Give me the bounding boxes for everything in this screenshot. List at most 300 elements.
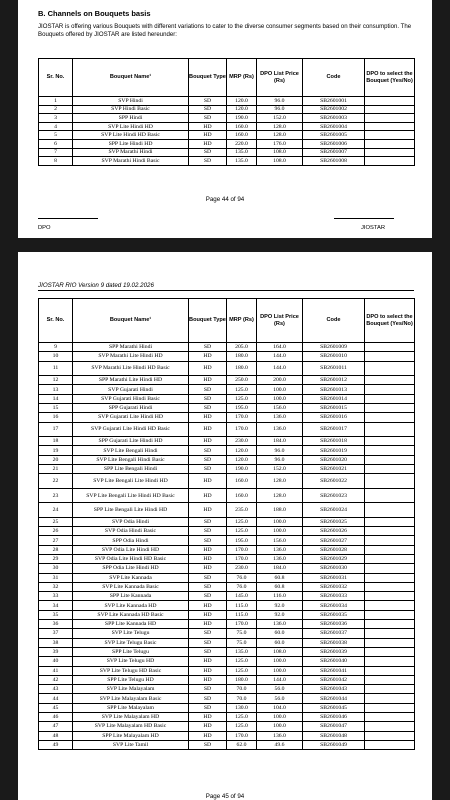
table-row [39, 122, 415, 131]
sr-no-cell: 19 [39, 446, 73, 455]
bouquet-name-cell: SPP Marathi Hindi [73, 343, 189, 352]
bouquet-type-cell: HD [189, 722, 227, 731]
mrp-cell: 120.0 [227, 455, 257, 464]
bouquet-name-cell: SVP Lite Malayalam HD Basic [73, 722, 189, 731]
dpo-price-cell: 60.8 [257, 573, 303, 582]
table-row [39, 731, 415, 740]
mrp-cell: 70.0 [227, 694, 257, 703]
table-row [39, 517, 415, 526]
bouquet-type-cell: SD [189, 394, 227, 403]
code-cell: SB2601044 [303, 694, 365, 703]
mrp-cell: 190.0 [227, 114, 257, 123]
code-cell: SB2601040 [303, 657, 365, 666]
bouquet-type-cell: HD [189, 352, 227, 361]
signature-line-jiostar [334, 218, 394, 219]
code-cell: SB2601002 [303, 105, 365, 114]
table-row [39, 629, 415, 638]
bouquet-name-cell: SVP Lite Malayalam HD [73, 713, 189, 722]
sr-no-cell: 42 [39, 675, 73, 684]
table-row [39, 376, 415, 385]
code-cell: SB2601036 [303, 620, 365, 629]
column-header: Bouquet Type [189, 59, 227, 97]
bouquet-name-cell: SVP Odia Lite Hindi HD Basic [73, 554, 189, 563]
dpo-select-cell [365, 685, 415, 694]
code-cell: SB2601015 [303, 403, 365, 412]
mrp-cell: 130.0 [227, 703, 257, 712]
dpo-select-cell [365, 114, 415, 123]
bouquet-name-cell: SPP Lite Kannada [73, 592, 189, 601]
sr-no-cell: 14 [39, 394, 73, 403]
sr-no-cell: 30 [39, 564, 73, 573]
sr-no-cell: 29 [39, 554, 73, 563]
bouquet-type-cell: HD [189, 503, 227, 518]
mrp-cell: 180.0 [227, 352, 257, 361]
mrp-cell: 120.0 [227, 97, 257, 106]
table-row [39, 527, 415, 536]
dpo-price-cell: 152.0 [257, 114, 303, 123]
sr-no-cell: 5 [39, 131, 73, 140]
table-row [39, 620, 415, 629]
bouquet-name-cell: SPP Odia Lite Hindi HD [73, 564, 189, 573]
bouquet-name-cell: SPP Lite Telugu HD [73, 675, 189, 684]
bouquet-name-cell: SPP Lite Hindi HD [73, 139, 189, 148]
bouquet-type-cell: SD [189, 455, 227, 464]
bouquet-name-cell: SPP Gujarati Lite Hindi HD [73, 437, 189, 446]
dpo-price-cell: 128.0 [257, 474, 303, 489]
bouquet-name-cell: SPP Lite Malayalam [73, 703, 189, 712]
column-header: MRP (Rs) [227, 299, 257, 343]
dpo-price-cell: 108.0 [257, 157, 303, 166]
dpo-select-cell [365, 139, 415, 148]
sr-no-cell: 36 [39, 620, 73, 629]
dpo-select-cell [365, 352, 415, 361]
dpo-select-cell [365, 422, 415, 437]
bouquet-name-cell: SVP Lite Bengali Hindi Basic [73, 455, 189, 464]
document-header: JIOSTAR RIO Version 9 dated 19.02.2026 [38, 282, 154, 289]
table-row [39, 343, 415, 352]
dpo-select-cell [365, 517, 415, 526]
mrp-cell: 62.0 [227, 740, 257, 749]
table-row [39, 413, 415, 422]
bouquet-type-cell: SD [189, 446, 227, 455]
table-row [39, 685, 415, 694]
table-row [39, 352, 415, 361]
document-page-45 [18, 252, 432, 800]
dpo-price-cell: 184.0 [257, 437, 303, 446]
code-cell: SB2601025 [303, 517, 365, 526]
mrp-cell: 125.0 [227, 657, 257, 666]
table-row [39, 437, 415, 446]
column-header: Sr. No. [39, 299, 73, 343]
sr-no-cell: 39 [39, 647, 73, 656]
mrp-cell: 190.0 [227, 464, 257, 473]
dpo-select-cell [365, 122, 415, 131]
bouquet-type-cell: SD [189, 517, 227, 526]
dpo-price-cell: 100.0 [257, 666, 303, 675]
bouquet-name-cell: SVP Lite Telugu [73, 629, 189, 638]
mrp-cell: 195.0 [227, 403, 257, 412]
bouquet-type-cell: SD [189, 114, 227, 123]
bouquet-name-cell: SPP Hindi [73, 114, 189, 123]
dpo-select-cell [365, 148, 415, 157]
signature-line-dpo [38, 218, 98, 219]
bouquet-name-cell: SVP Lite Bengali Hindi [73, 446, 189, 455]
dpo-price-cell: 100.0 [257, 722, 303, 731]
code-cell: SB2601032 [303, 582, 365, 591]
code-cell: SB2601011 [303, 361, 365, 376]
dpo-price-cell: 108.0 [257, 148, 303, 157]
bouquet-name-cell: SVP Lite Kannada [73, 573, 189, 582]
code-cell: SB2601039 [303, 647, 365, 656]
table-row [39, 647, 415, 656]
dpo-price-cell: 156.0 [257, 403, 303, 412]
mrp-cell: 125.0 [227, 385, 257, 394]
bouquet-type-cell: SD [189, 385, 227, 394]
bouquet-name-cell: SVP Lite Telugu HD Basic [73, 666, 189, 675]
bouquet-name-cell: SVP Gujarati Lite Hindi HD [73, 413, 189, 422]
table-row [39, 139, 415, 148]
dpo-price-cell: 96.0 [257, 455, 303, 464]
dpo-price-cell: 92.0 [257, 610, 303, 619]
table-row [39, 740, 415, 749]
dpo-price-cell: 152.0 [257, 464, 303, 473]
table-row [39, 713, 415, 722]
bouquet-name-cell: SVP Lite Kannada HD Basic [73, 610, 189, 619]
column-header: DPO List Price (Rs) [257, 59, 303, 97]
code-cell: SB2601023 [303, 488, 365, 503]
dpo-price-cell: 108.0 [257, 647, 303, 656]
dpo-select-cell [365, 343, 415, 352]
signature-label-dpo: DPO [38, 225, 51, 231]
sr-no-cell: 16 [39, 413, 73, 422]
table-row [39, 474, 415, 489]
mrp-cell: 70.0 [227, 685, 257, 694]
bouquet-name-cell: SVP Odia Hindi Basic [73, 527, 189, 536]
dpo-select-cell [365, 376, 415, 385]
table-row [39, 694, 415, 703]
dpo-select-cell [365, 657, 415, 666]
mrp-cell: 115.0 [227, 601, 257, 610]
bouquet-table-continued [38, 298, 415, 750]
bouquet-type-cell: HD [189, 376, 227, 385]
bouquet-type-cell: HD [189, 422, 227, 437]
code-cell: SB2601033 [303, 592, 365, 601]
column-header: DPO List Price (Rs) [257, 299, 303, 343]
bouquet-type-cell: HD [189, 601, 227, 610]
table-row [39, 545, 415, 554]
sr-no-cell: 3 [39, 114, 73, 123]
bouquet-name-cell: SVP Hindi [73, 97, 189, 106]
mrp-cell: 160.0 [227, 488, 257, 503]
sr-no-cell: 23 [39, 488, 73, 503]
bouquet-type-cell: SD [189, 703, 227, 712]
bouquet-type-cell: HD [189, 675, 227, 684]
section-title: B. Channels on Bouquets basis [38, 9, 151, 18]
table-row [39, 455, 415, 464]
bouquet-name-cell: SVP Odia Lite Hindi HD [73, 545, 189, 554]
mrp-cell: 145.0 [227, 592, 257, 601]
mrp-cell: 230.0 [227, 564, 257, 573]
dpo-select-cell [365, 403, 415, 412]
bouquet-name-cell: SVP Odia Hindi [73, 517, 189, 526]
dpo-price-cell: 128.0 [257, 122, 303, 131]
document-page-44 [18, 0, 432, 238]
dpo-select-cell [365, 545, 415, 554]
code-cell: SB2601043 [303, 685, 365, 694]
table-row [39, 488, 415, 503]
sr-no-cell: 6 [39, 139, 73, 148]
code-cell: SB2601049 [303, 740, 365, 749]
dpo-select-cell [365, 385, 415, 394]
page-number: Page 45 of 94 [205, 793, 245, 800]
dpo-select-cell [365, 536, 415, 545]
sr-no-cell: 22 [39, 474, 73, 489]
bouquet-name-cell: SPP Lite Bengali Lite Hindi HD [73, 503, 189, 518]
bouquet-name-cell: SVP Marathi Hindi [73, 148, 189, 157]
sr-no-cell: 28 [39, 545, 73, 554]
column-header: Sr. No. [39, 59, 73, 97]
mrp-cell: 76.0 [227, 573, 257, 582]
dpo-select-cell [365, 361, 415, 376]
bouquet-name-cell: SVP Marathi Hindi Basic [73, 157, 189, 166]
dpo-price-cell: 60.0 [257, 638, 303, 647]
dpo-select-cell [365, 554, 415, 563]
code-cell: SB2601014 [303, 394, 365, 403]
mrp-cell: 160.0 [227, 474, 257, 489]
code-cell: SB2601027 [303, 536, 365, 545]
bouquet-type-cell: SD [189, 536, 227, 545]
bouquet-type-cell: HD [189, 620, 227, 629]
mrp-cell: 170.0 [227, 545, 257, 554]
table-row [39, 114, 415, 123]
table-row [39, 592, 415, 601]
intro-paragraph: JIOSTAR is offering various Bouquets with different variations to cater to the diverse consumer segments based on their consumption. The Bouquets offered by JIOSTAR are listed hereunder: [38, 23, 412, 38]
bouquet-type-cell: HD [189, 666, 227, 675]
sr-no-cell: 12 [39, 376, 73, 385]
dpo-price-cell: 128.0 [257, 488, 303, 503]
code-cell: SB2601004 [303, 122, 365, 131]
sr-no-cell: 10 [39, 352, 73, 361]
column-header: Code [303, 299, 365, 343]
bouquet-type-cell: SD [189, 573, 227, 582]
dpo-select-cell [365, 131, 415, 140]
dpo-price-cell: 184.0 [257, 564, 303, 573]
sr-no-cell: 27 [39, 536, 73, 545]
code-cell: SB2601001 [303, 97, 365, 106]
code-cell: SB2601019 [303, 446, 365, 455]
mrp-cell: 160.0 [227, 131, 257, 140]
dpo-price-cell: 136.0 [257, 554, 303, 563]
bouquet-type-cell: SD [189, 157, 227, 166]
bouquet-type-cell: HD [189, 554, 227, 563]
sr-no-cell: 33 [39, 592, 73, 601]
bouquet-name-cell: SPP Lite Malayalam HD [73, 731, 189, 740]
dpo-price-cell: 116.0 [257, 592, 303, 601]
mrp-cell: 125.0 [227, 517, 257, 526]
sr-no-cell: 11 [39, 361, 73, 376]
sr-no-cell: 20 [39, 455, 73, 464]
table-row [39, 638, 415, 647]
dpo-select-cell [365, 105, 415, 114]
dpo-price-cell: 200.0 [257, 376, 303, 385]
code-cell: SB2601046 [303, 713, 365, 722]
table-row [39, 394, 415, 403]
table-row [39, 657, 415, 666]
dpo-price-cell: 56.0 [257, 685, 303, 694]
sr-no-cell: 13 [39, 385, 73, 394]
mrp-cell: 170.0 [227, 413, 257, 422]
code-cell: SB2601042 [303, 675, 365, 684]
code-cell: SB2601026 [303, 527, 365, 536]
mrp-cell: 250.0 [227, 376, 257, 385]
sr-no-cell: 45 [39, 703, 73, 712]
dpo-price-cell: 136.0 [257, 620, 303, 629]
bouquet-name-cell: SVP Marathi Lite Hindi HD [73, 352, 189, 361]
code-cell: SB2601012 [303, 376, 365, 385]
mrp-cell: 76.0 [227, 582, 257, 591]
bouquet-type-cell: HD [189, 488, 227, 503]
dpo-select-cell [365, 97, 415, 106]
page-number: Page 44 of 94 [205, 196, 245, 203]
bouquet-type-cell: SD [189, 148, 227, 157]
table-row [39, 601, 415, 610]
bouquet-type-cell: HD [189, 437, 227, 446]
dpo-select-cell [365, 527, 415, 536]
code-cell: SB2601041 [303, 666, 365, 675]
code-cell: SB2601005 [303, 131, 365, 140]
dpo-select-cell [365, 564, 415, 573]
bouquet-type-cell: HD [189, 713, 227, 722]
dpo-price-cell: 136.0 [257, 413, 303, 422]
dpo-price-cell: 49.6 [257, 740, 303, 749]
dpo-price-cell: 136.0 [257, 731, 303, 740]
table-row [39, 722, 415, 731]
column-header: MRP (Rs) [227, 59, 257, 97]
dpo-select-cell [365, 464, 415, 473]
code-cell: SB2601024 [303, 503, 365, 518]
code-cell: SB2601045 [303, 703, 365, 712]
table-row [39, 97, 415, 106]
mrp-cell: 170.0 [227, 422, 257, 437]
dpo-select-cell [365, 722, 415, 731]
code-cell: SB2601038 [303, 638, 365, 647]
dpo-price-cell: 188.0 [257, 503, 303, 518]
mrp-cell: 75.0 [227, 629, 257, 638]
bouquet-type-cell: SD [189, 629, 227, 638]
dpo-select-cell [365, 394, 415, 403]
dpo-select-cell [365, 446, 415, 455]
mrp-cell: 115.0 [227, 610, 257, 619]
bouquet-name-cell: SVP Lite Kannada Basic [73, 582, 189, 591]
code-cell: SB2601021 [303, 464, 365, 473]
bouquet-type-cell: HD [189, 361, 227, 376]
dpo-price-cell: 96.0 [257, 97, 303, 106]
dpo-price-cell: 100.0 [257, 385, 303, 394]
bouquet-type-cell: SD [189, 403, 227, 412]
code-cell: SB2601020 [303, 455, 365, 464]
sr-no-cell: 40 [39, 657, 73, 666]
mrp-cell: 180.0 [227, 675, 257, 684]
dpo-price-cell: 136.0 [257, 422, 303, 437]
code-cell: SB2601017 [303, 422, 365, 437]
sr-no-cell: 37 [39, 629, 73, 638]
bouquet-type-cell: SD [189, 343, 227, 352]
bouquet-name-cell: SVP Marathi Lite Hindi HD Basic [73, 361, 189, 376]
dpo-price-cell: 144.0 [257, 675, 303, 684]
dpo-select-cell [365, 592, 415, 601]
dpo-price-cell: 100.0 [257, 394, 303, 403]
dpo-price-cell: 100.0 [257, 527, 303, 536]
dpo-select-cell [365, 638, 415, 647]
column-header: Bouquet Name¹ [73, 59, 189, 97]
code-cell: SB2601006 [303, 139, 365, 148]
dpo-select-cell [365, 601, 415, 610]
dpo-select-cell [365, 675, 415, 684]
sr-no-cell: 41 [39, 666, 73, 675]
bouquet-name-cell: SVP Lite Bengali Lite Hindi HD [73, 474, 189, 489]
mrp-cell: 220.0 [227, 139, 257, 148]
sr-no-cell: 18 [39, 437, 73, 446]
table-row [39, 361, 415, 376]
mrp-cell: 120.0 [227, 446, 257, 455]
mrp-cell: 135.0 [227, 157, 257, 166]
sr-no-cell: 7 [39, 148, 73, 157]
bouquet-name-cell: SVP Lite Hindi HD [73, 122, 189, 131]
signature-label-jiostar: JIOSTAR [361, 225, 386, 231]
mrp-cell: 125.0 [227, 527, 257, 536]
column-header: DPO to select the Bouquet (Yes/No) [365, 59, 415, 97]
bouquet-name-cell: SVP Lite Malayalam Basic [73, 694, 189, 703]
dpo-price-cell: 60.0 [257, 629, 303, 638]
column-header: Code [303, 59, 365, 97]
dpo-select-cell [365, 474, 415, 489]
table-row [39, 564, 415, 573]
column-header: Bouquet Name¹ [73, 299, 189, 343]
table-row [39, 675, 415, 684]
sr-no-cell: 46 [39, 713, 73, 722]
bouquet-type-cell: HD [189, 657, 227, 666]
code-cell: SB2601031 [303, 573, 365, 582]
mrp-cell: 160.0 [227, 122, 257, 131]
dpo-select-cell [365, 740, 415, 749]
bouquet-name-cell: SVP Gujarati Lite Hindi HD Basic [73, 422, 189, 437]
bouquet-name-cell: SPP Lite Bengali Hindi [73, 464, 189, 473]
sr-no-cell: 43 [39, 685, 73, 694]
sr-no-cell: 35 [39, 610, 73, 619]
dpo-price-cell: 164.0 [257, 343, 303, 352]
bouquet-type-cell: HD [189, 122, 227, 131]
sr-no-cell: 34 [39, 601, 73, 610]
mrp-cell: 135.0 [227, 148, 257, 157]
dpo-price-cell: 136.0 [257, 545, 303, 554]
code-cell: SB2601003 [303, 114, 365, 123]
table-row [39, 422, 415, 437]
mrp-cell: 230.0 [227, 437, 257, 446]
dpo-select-cell [365, 157, 415, 166]
dpo-select-cell [365, 610, 415, 619]
mrp-cell: 135.0 [227, 647, 257, 656]
table-row [39, 554, 415, 563]
table-header-row [39, 59, 415, 97]
dpo-price-cell: 128.0 [257, 131, 303, 140]
code-cell: SB2601037 [303, 629, 365, 638]
bouquet-type-cell: HD [189, 545, 227, 554]
dpo-price-cell: 96.0 [257, 105, 303, 114]
table-row [39, 582, 415, 591]
dpo-select-cell [365, 620, 415, 629]
bouquet-name-cell: SVP Lite Malayalam [73, 685, 189, 694]
mrp-cell: 170.0 [227, 554, 257, 563]
